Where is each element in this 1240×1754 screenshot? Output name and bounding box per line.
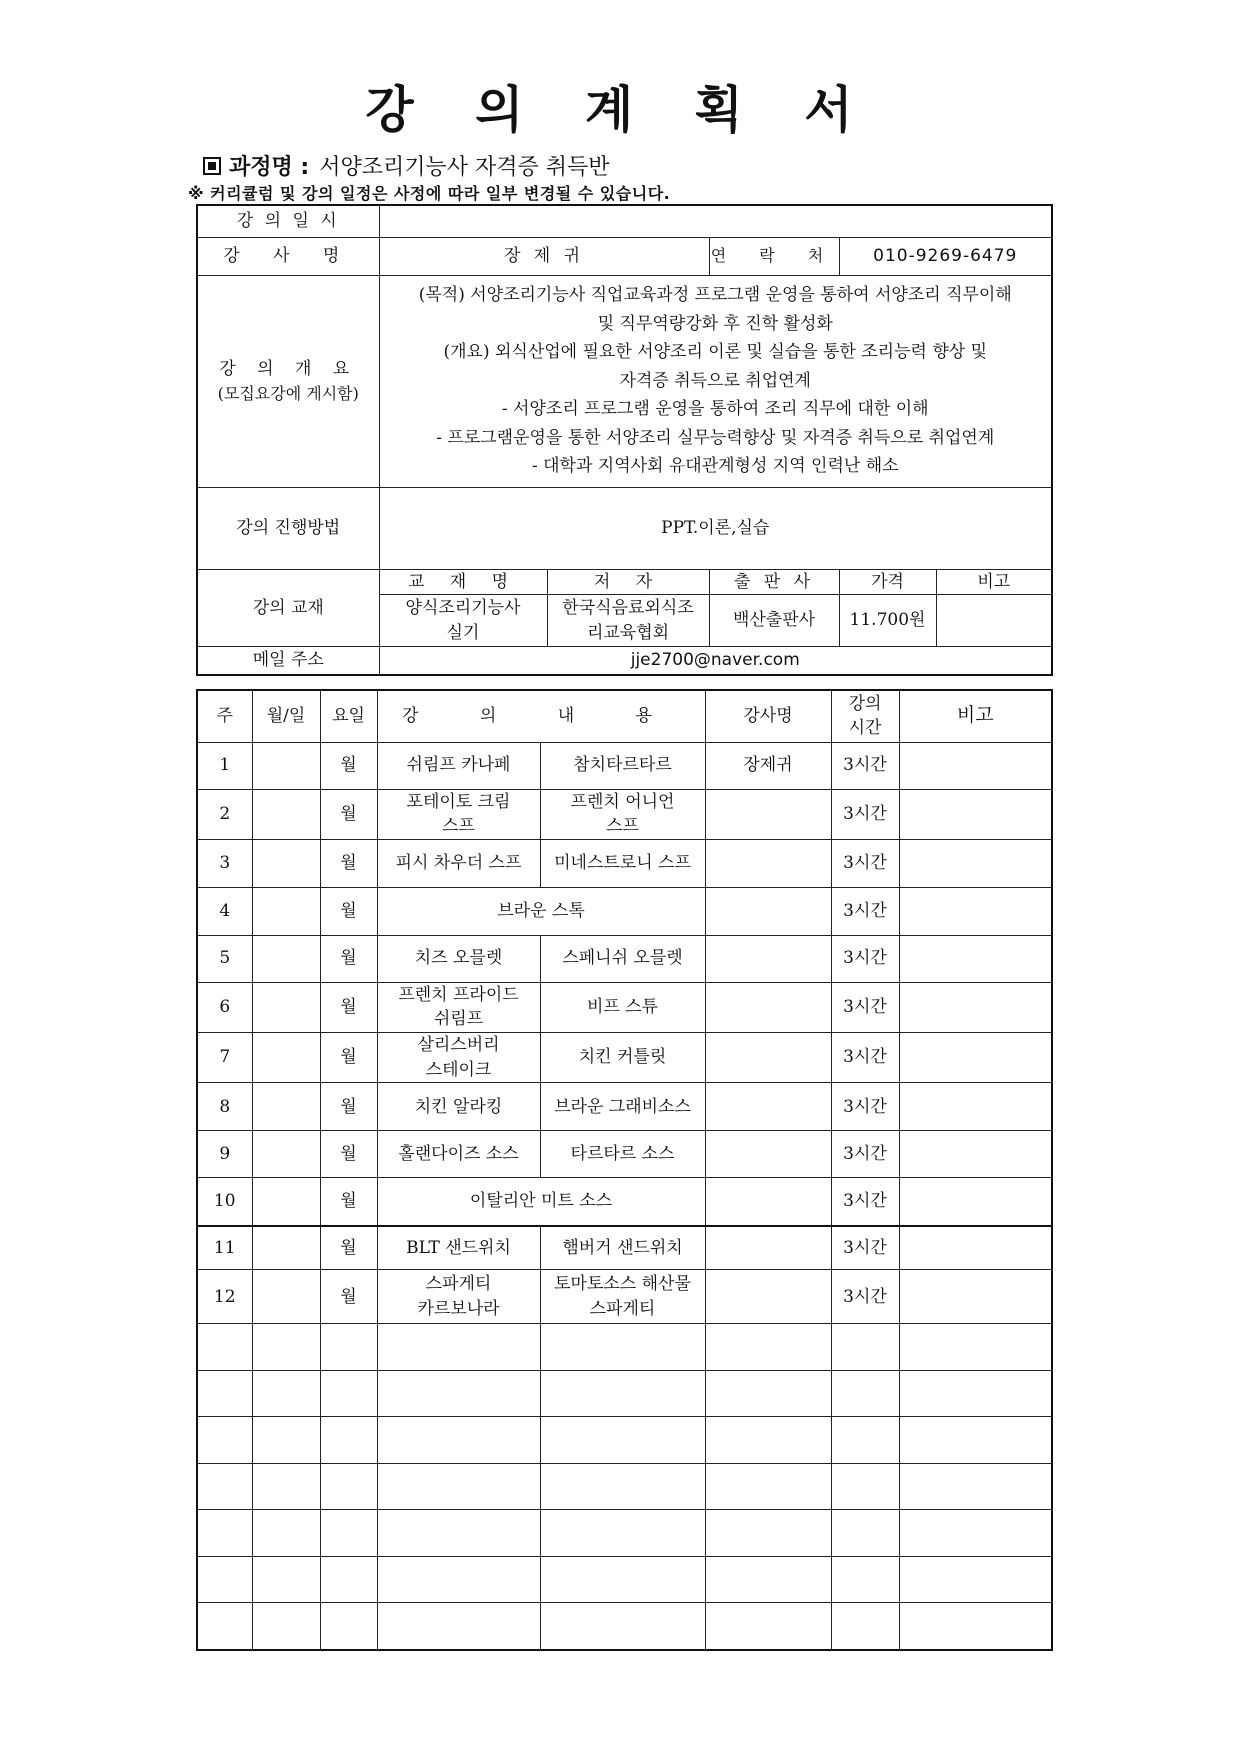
checkbox-square-icon (203, 157, 221, 175)
empty-cell (899, 1417, 1052, 1464)
content-cell (540, 1270, 705, 1324)
content-cell (377, 789, 540, 839)
lecture-info-table (196, 204, 1053, 676)
overview-line: (개요) 외식산업에 필요한 서양조리 이론 및 실습을 통한 조리능력 향상 및 (443, 342, 988, 363)
email-label: 메일 주소 (197, 647, 379, 675)
content-cell (377, 742, 540, 789)
empty-cell (377, 1603, 540, 1650)
table-row (197, 1270, 1052, 1324)
content-line: 카르보나라 (417, 1298, 500, 1319)
textbook-author (547, 595, 709, 647)
empty-cell (320, 1417, 377, 1464)
table-row (197, 982, 1052, 1032)
empty-cell (197, 1463, 252, 1510)
instructor-cell (705, 839, 831, 887)
date-cell (252, 789, 320, 839)
overview-line: - 프로그램운영을 통한 서양조리 실무능력향상 및 자격증 취득으로 취업연계 (436, 427, 995, 448)
note-cell (899, 1226, 1052, 1270)
empty-cell (831, 1417, 899, 1464)
content-line: 참치타르타르 (573, 755, 672, 776)
header-date: 월/일 (252, 690, 320, 742)
week-cell: 11 (197, 1226, 252, 1270)
empty-row (197, 1510, 1052, 1557)
instructor-label: 강 사 명 (197, 237, 379, 275)
table-row (197, 1178, 1052, 1226)
instructor-name: 장 제 귀 (379, 237, 709, 275)
course-name-line (203, 150, 609, 181)
content-line: 살리스버리 (417, 1035, 500, 1056)
empty-row (197, 1603, 1052, 1650)
hours-cell: 3시간 (831, 1131, 899, 1178)
date-cell (252, 1131, 320, 1178)
content-line: 스파게티 (425, 1274, 492, 1295)
empty-cell (831, 1370, 899, 1417)
textbook-header-publisher: 출 판 사 (709, 569, 839, 595)
date-cell (252, 1083, 320, 1131)
note-cell (899, 1131, 1052, 1178)
note-cell (899, 1178, 1052, 1226)
content-cell (377, 1033, 540, 1083)
contact-value: 010-9269-6479 (839, 237, 1052, 275)
contact-label: 연 락 처 (709, 237, 839, 275)
date-cell (252, 1226, 320, 1270)
empty-cell (540, 1603, 705, 1650)
empty-cell (831, 1556, 899, 1603)
empty-cell (252, 1417, 320, 1464)
textbook-label: 강의 교재 (197, 569, 379, 647)
table-row (197, 1131, 1052, 1178)
content-line: 치킨 커틀릿 (578, 1047, 667, 1068)
overview-line: (목적) 서양조리기능사 직업교육과정 프로그램 운영을 통하여 서양조리 직무이해 (418, 285, 1012, 306)
empty-cell (540, 1463, 705, 1510)
content-cell (377, 935, 540, 982)
empty-cell (377, 1510, 540, 1557)
textbook-name-line: 실기 (446, 622, 480, 643)
date-cell (252, 935, 320, 982)
content-cell (377, 1131, 540, 1178)
content-line: 포테이토 크림 (406, 791, 511, 812)
overview-line: - 대학과 지역사회 유대관계형성 지역 인력난 해소 (531, 456, 899, 477)
empty-row (197, 1324, 1052, 1371)
week-cell: 10 (197, 1178, 252, 1226)
note-cell (899, 1033, 1052, 1083)
content-cell (377, 1226, 540, 1270)
textbook-note (936, 595, 1052, 647)
textbook-price: 11.700원 (839, 595, 936, 647)
content-line: 브라운 그래비소스 (554, 1096, 691, 1117)
overview-line: 자격증 취득으로 취업연계 (619, 370, 811, 391)
hours-cell: 3시간 (831, 839, 899, 887)
content-line: 홀랜다이즈 소스 (398, 1144, 519, 1165)
content-cell: 이탈리안 미트 소스 (377, 1178, 705, 1226)
textbook-header-author: 저 자 (547, 569, 709, 595)
content-line: 프렌치 어니언 (570, 791, 675, 812)
content-line: 쉬림프 카나페 (406, 755, 511, 776)
instructor-cell: 장제귀 (705, 742, 831, 789)
schedule-notice: ※ 커리큘럼 및 강의 일정은 사정에 따라 일부 변경될 수 있습니다. (188, 184, 671, 203)
note-cell (899, 1083, 1052, 1131)
content-line: 미네스트로니 스프 (554, 852, 691, 873)
empty-cell (377, 1370, 540, 1417)
content-line: 토마토소스 해산물 (554, 1274, 691, 1295)
week-cell: 5 (197, 935, 252, 982)
empty-cell (831, 1603, 899, 1650)
textbook-header-name: 교 재 명 (379, 569, 547, 595)
week-cell: 6 (197, 982, 252, 1032)
header-hours-line: 시간 (848, 718, 882, 739)
date-cell (252, 1178, 320, 1226)
empty-cell (377, 1324, 540, 1371)
empty-row (197, 1463, 1052, 1510)
week-cell: 8 (197, 1083, 252, 1131)
empty-cell (899, 1370, 1052, 1417)
content-line: 스테이크 (425, 1059, 492, 1080)
textbook-publisher: 백산출판사 (709, 595, 839, 647)
empty-cell (705, 1324, 831, 1371)
table-row (197, 839, 1052, 887)
day-cell: 월 (320, 1178, 377, 1226)
empty-cell (899, 1510, 1052, 1557)
empty-cell (377, 1463, 540, 1510)
instructor-cell (705, 887, 831, 935)
textbook-header-price: 가격 (839, 569, 936, 595)
empty-cell (320, 1463, 377, 1510)
course-label: 과정명 : (229, 155, 310, 180)
date-cell (252, 1270, 320, 1324)
content-cell (377, 1083, 540, 1131)
content-line: 비프 스튜 (586, 997, 659, 1018)
note-cell (899, 789, 1052, 839)
empty-cell (705, 1603, 831, 1650)
content-cell: 브라운 스톡 (377, 887, 705, 935)
content-cell (377, 1270, 540, 1324)
overview-label-sub: (모집요강에 게시함) (217, 383, 359, 403)
content-line: BLT 샌드위치 (406, 1237, 511, 1258)
empty-cell (831, 1463, 899, 1510)
content-cell (540, 1131, 705, 1178)
note-cell (899, 887, 1052, 935)
empty-row (197, 1556, 1052, 1603)
day-cell: 월 (320, 1083, 377, 1131)
empty-cell (252, 1603, 320, 1650)
empty-cell (320, 1603, 377, 1650)
course-name: 서양조리기능사 자격증 취득반 (319, 155, 610, 180)
empty-cell (540, 1417, 705, 1464)
day-cell: 월 (320, 789, 377, 839)
instructor-cell (705, 1270, 831, 1324)
content-line: 치킨 알라킹 (414, 1096, 503, 1117)
empty-cell (540, 1510, 705, 1557)
instructor-cell (705, 1033, 831, 1083)
empty-cell (705, 1417, 831, 1464)
hours-cell: 3시간 (831, 1226, 899, 1270)
empty-row (197, 1370, 1052, 1417)
day-cell: 월 (320, 887, 377, 935)
note-cell (899, 839, 1052, 887)
empty-cell (377, 1417, 540, 1464)
hours-cell: 3시간 (831, 742, 899, 789)
empty-cell (705, 1463, 831, 1510)
content-cell (540, 935, 705, 982)
instructor-cell (705, 789, 831, 839)
table-row (197, 1033, 1052, 1083)
note-cell (899, 742, 1052, 789)
instructor-cell (705, 1131, 831, 1178)
header-instructor: 강사명 (705, 690, 831, 742)
empty-cell (540, 1370, 705, 1417)
hours-cell: 3시간 (831, 1178, 899, 1226)
overview-text (379, 275, 1052, 487)
empty-cell (197, 1556, 252, 1603)
week-cell: 1 (197, 742, 252, 789)
textbook-author-line: 한국식음료외식조 (562, 598, 694, 618)
empty-cell (197, 1603, 252, 1650)
textbook-name (379, 595, 547, 647)
content-line: 쉬림프 (433, 1009, 484, 1030)
overview-line: 및 직무역량강화 후 진학 활성화 (597, 313, 833, 334)
empty-cell (252, 1370, 320, 1417)
hours-cell: 3시간 (831, 887, 899, 935)
date-cell (252, 887, 320, 935)
hours-cell: 3시간 (831, 1033, 899, 1083)
content-cell (540, 839, 705, 887)
week-cell: 3 (197, 839, 252, 887)
empty-cell (320, 1556, 377, 1603)
header-hours-line: 강의 (848, 693, 882, 714)
header-note: 비고 (899, 690, 1052, 742)
week-cell: 2 (197, 789, 252, 839)
empty-cell (320, 1370, 377, 1417)
empty-cell (705, 1510, 831, 1557)
textbook-author-line: 리교육협회 (586, 622, 670, 643)
hours-cell: 3시간 (831, 1270, 899, 1324)
instructor-cell (705, 1083, 831, 1131)
empty-cell (252, 1324, 320, 1371)
day-cell: 월 (320, 935, 377, 982)
empty-cell (899, 1463, 1052, 1510)
date-value (379, 205, 1052, 237)
content-cell (377, 982, 540, 1032)
page-title: 강 의 계 획 서 (365, 81, 875, 139)
week-cell: 12 (197, 1270, 252, 1324)
textbook-header-note: 비고 (936, 569, 1052, 595)
hours-cell: 3시간 (831, 935, 899, 982)
content-cell (540, 982, 705, 1032)
empty-cell (540, 1556, 705, 1603)
hours-cell: 3시간 (831, 1083, 899, 1131)
empty-cell (197, 1370, 252, 1417)
table-row (197, 742, 1052, 789)
empty-cell (197, 1417, 252, 1464)
empty-cell (252, 1510, 320, 1557)
instructor-cell (705, 935, 831, 982)
date-cell (252, 742, 320, 789)
content-cell (540, 789, 705, 839)
overview-line: - 서양조리 프로그램 운영을 통하여 조리 직무에 대한 이해 (501, 399, 929, 420)
method-value: PPT.이론,실습 (379, 487, 1052, 569)
day-cell: 월 (320, 982, 377, 1032)
empty-cell (705, 1370, 831, 1417)
day-cell: 월 (320, 1270, 377, 1324)
note-cell (899, 1270, 1052, 1324)
table-row (197, 1083, 1052, 1131)
note-cell (899, 982, 1052, 1032)
content-line: 타르타르 소스 (570, 1144, 675, 1165)
week-cell: 7 (197, 1033, 252, 1083)
content-cell (377, 839, 540, 887)
content-line: 피시 차우더 스프 (395, 852, 522, 873)
textbook-name-line: 양식조리기능사 (405, 598, 521, 618)
content-line: 스파게티 (589, 1298, 656, 1319)
hours-cell: 3시간 (831, 789, 899, 839)
week-cell: 9 (197, 1131, 252, 1178)
empty-cell (252, 1556, 320, 1603)
content-line: 치즈 오믈렛 (414, 948, 503, 969)
header-content: 강 의 내 용 (377, 690, 705, 742)
overview-label (197, 275, 379, 487)
empty-cell (540, 1324, 705, 1371)
content-line: 스프 (606, 816, 639, 837)
header-week: 주 (197, 690, 252, 742)
empty-cell (899, 1603, 1052, 1650)
lecture-schedule-table (196, 689, 1053, 1651)
date-cell (252, 982, 320, 1032)
empty-cell (831, 1510, 899, 1557)
note-cell (899, 935, 1052, 982)
header-day: 요일 (320, 690, 377, 742)
overview-label-main: 강 의 개 요 (219, 359, 358, 380)
content-line: 스프 (442, 816, 475, 837)
instructor-cell (705, 1226, 831, 1270)
empty-cell (705, 1556, 831, 1603)
empty-cell (320, 1510, 377, 1557)
date-cell (252, 839, 320, 887)
day-cell: 월 (320, 742, 377, 789)
instructor-cell (705, 1178, 831, 1226)
empty-cell (320, 1324, 377, 1371)
table-row (197, 935, 1052, 982)
table-row (197, 1226, 1052, 1270)
method-label: 강의 진행방법 (197, 487, 379, 569)
day-cell: 월 (320, 1033, 377, 1083)
empty-cell (197, 1324, 252, 1371)
email-value: jje2700@naver.com (379, 647, 1052, 675)
content-line: 햄버거 샌드위치 (562, 1237, 683, 1258)
empty-cell (899, 1556, 1052, 1603)
day-cell: 월 (320, 1131, 377, 1178)
day-cell: 월 (320, 839, 377, 887)
table-row (197, 887, 1052, 935)
content-cell (540, 1033, 705, 1083)
day-cell: 월 (320, 1226, 377, 1270)
week-cell: 4 (197, 887, 252, 935)
empty-cell (252, 1463, 320, 1510)
table-row (197, 789, 1052, 839)
date-label: 강 의 일 시 (197, 205, 379, 237)
content-cell (540, 1083, 705, 1131)
hours-cell: 3시간 (831, 982, 899, 1032)
empty-cell (831, 1324, 899, 1371)
empty-cell (377, 1556, 540, 1603)
content-line: 스페니쉬 오믈렛 (562, 948, 683, 969)
content-cell (540, 742, 705, 789)
header-hours (831, 690, 899, 742)
date-cell (252, 1033, 320, 1083)
empty-cell (899, 1324, 1052, 1371)
empty-row (197, 1417, 1052, 1464)
instructor-cell (705, 982, 831, 1032)
content-cell (540, 1226, 705, 1270)
content-line: 프렌치 프라이드 (398, 984, 519, 1005)
empty-cell (197, 1510, 252, 1557)
